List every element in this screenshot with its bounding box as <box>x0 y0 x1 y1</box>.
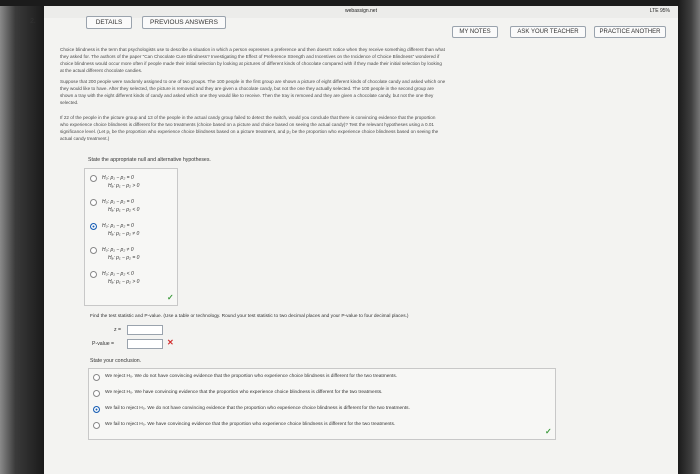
conclusion-text: We reject H₀. We have convincing evidence that the proportion who experience choice blindness is different for the two treatments. <box>105 390 383 395</box>
z-label: z = <box>114 327 122 333</box>
conclusion-label: State your conclusion. <box>90 358 142 364</box>
question-number: 2. <box>30 18 36 25</box>
text-line: shown a tray with the eight different kinds of candy and asked which one they would like to receive. Then the tray is removed and they are given a chocolate candy, but not the one they <box>60 93 434 98</box>
p-value-input[interactable] <box>127 339 163 349</box>
conclusion-text: We fail to reject H₀. We have convincing evidence that the proportion who experience choice blindness is different for the two treatments. <box>105 422 396 427</box>
null-hypothesis: H₀: p₁ − p₂ = 0 <box>102 175 134 181</box>
z-input[interactable] <box>127 325 163 335</box>
device-bezel-right <box>678 0 700 474</box>
conclusion-option[interactable] <box>93 371 553 387</box>
conclusion-text: We fail to reject H₀. We do not have convincing evidence that the proportion who experience choice blindness is different for the two treatments. <box>105 406 410 411</box>
ask-teacher-button[interactable]: ASK YOUR TEACHER <box>510 26 586 38</box>
paragraph-intro <box>60 46 640 74</box>
alternative-hypothesis: Hₐ: p₁ − p₂ > 0 <box>108 279 140 285</box>
tab-previous-answers[interactable]: PREVIOUS ANSWERS <box>142 16 226 29</box>
radio-button[interactable] <box>93 390 100 397</box>
text-line: they would like to have. After they selected, the picture is removed and they are given a chocolate candy, but not the one they actually selected. The 100 people in the second group are <box>60 86 434 91</box>
hypothesis-option-selected[interactable] <box>90 221 176 243</box>
status-url: webassign.net <box>345 8 377 14</box>
p-value-label: P-value = <box>92 341 115 347</box>
incorrect-x-icon: ✕ <box>167 338 174 347</box>
text-line: actual candy treatment.) <box>60 136 110 141</box>
hypothesis-option[interactable] <box>90 173 176 195</box>
text-line: they asked for. The authors of the paper "Can Chocolate Cure Blindness? Investigating the Effect of Preference Strength and Incentives on the Incidence of Choice Blindness" wondered if <box>60 54 440 59</box>
radio-button[interactable] <box>90 175 97 182</box>
hypotheses-label: State the appropriate null and alternative hypotheses. <box>88 157 211 163</box>
text-line: who experience choice blindness is different for the two treatments (choice based on a picture and choice based on seeing the actual candy)? Test the relevant hypotheses using a 0.01 <box>60 122 434 127</box>
conclusion-option-selected[interactable] <box>93 403 553 419</box>
radio-button[interactable] <box>93 374 100 381</box>
text-line: choice blindness would occur more often if people made their initial selection by looking at pictures of different kinds of chocolate compared with if they made their initial selection by looking <box>60 61 442 66</box>
conclusion-option[interactable] <box>93 387 553 403</box>
radio-button-selected[interactable] <box>90 223 97 230</box>
alternative-hypothesis: Hₐ: p₁ − p₂ = 0 <box>108 255 140 261</box>
radio-button[interactable] <box>90 247 97 254</box>
practice-another-button[interactable]: PRACTICE ANOTHER <box>594 26 666 38</box>
null-hypothesis: H₀: p₁ − p₂ < 0 <box>102 271 134 277</box>
null-hypothesis: H₀: p₁ − p₂ = 0 <box>102 223 134 229</box>
hypotheses-options <box>84 168 178 306</box>
null-hypothesis: H₀: p₁ − p₂ = 0 <box>102 199 134 205</box>
text-line: significance level. (Let p₁ be the proportion who experience choice blindness based on a picture treatment, and p₂ be the proportion who experience choice blindness based on seeing the <box>60 129 439 134</box>
radio-button[interactable] <box>93 422 100 429</box>
test-statistic-label: Find the test statistic and P-value. (Use a table or technology. Round your test statistic to two decimal places and your P-value to four decimal places.) <box>90 314 409 319</box>
text-line: Choice blindness is the term that psychologists use to describe a situation in which a person expresses a preference and then doesn't notice when they receive something different than what <box>60 47 445 52</box>
paragraph-setup <box>60 78 640 106</box>
text-line: Suppose that 200 people were randomly assigned to one of two groups. The 100 people in the first group are shown a picture of eight different kinds of chocolate candy and asked which one <box>60 79 446 84</box>
conclusion-options <box>88 368 556 440</box>
null-hypothesis: H₀: p₁ − p₂ ≠ 0 <box>102 247 134 253</box>
radio-button[interactable] <box>90 271 97 278</box>
paragraph-question <box>60 114 640 142</box>
my-notes-button[interactable]: MY NOTES <box>452 26 498 38</box>
radio-button[interactable] <box>90 199 97 206</box>
correct-check-icon: ✓ <box>545 427 552 436</box>
correct-check-icon: ✓ <box>167 293 174 302</box>
alternative-hypothesis: Hₐ: p₁ − p₂ < 0 <box>108 207 140 213</box>
text-line: selected. <box>60 100 79 105</box>
radio-button-selected[interactable] <box>93 406 100 413</box>
tab-details[interactable]: DETAILS <box>86 16 132 29</box>
text-line: If 22 of the people in the picture group and 13 of the people in the actual candy group failed to detect the switch, would you conclude that there is convincing evidence that the proportion <box>60 115 436 120</box>
status-indicators: LTE 95% <box>649 8 670 14</box>
conclusion-text: We reject H₀. We do not have convincing evidence that the proportion who experience choice blindness is different for the two treatments. <box>105 374 398 379</box>
hypothesis-option[interactable] <box>90 197 176 219</box>
hypothesis-option[interactable] <box>90 245 176 267</box>
hypothesis-option[interactable] <box>90 269 176 291</box>
text-line: at the actual different chocolate candies. <box>60 68 143 73</box>
alternative-hypothesis: Hₐ: p₁ − p₂ > 0 <box>108 183 140 189</box>
alternative-hypothesis: Hₐ: p₁ − p₂ ≠ 0 <box>108 231 140 237</box>
conclusion-option[interactable] <box>93 419 553 435</box>
